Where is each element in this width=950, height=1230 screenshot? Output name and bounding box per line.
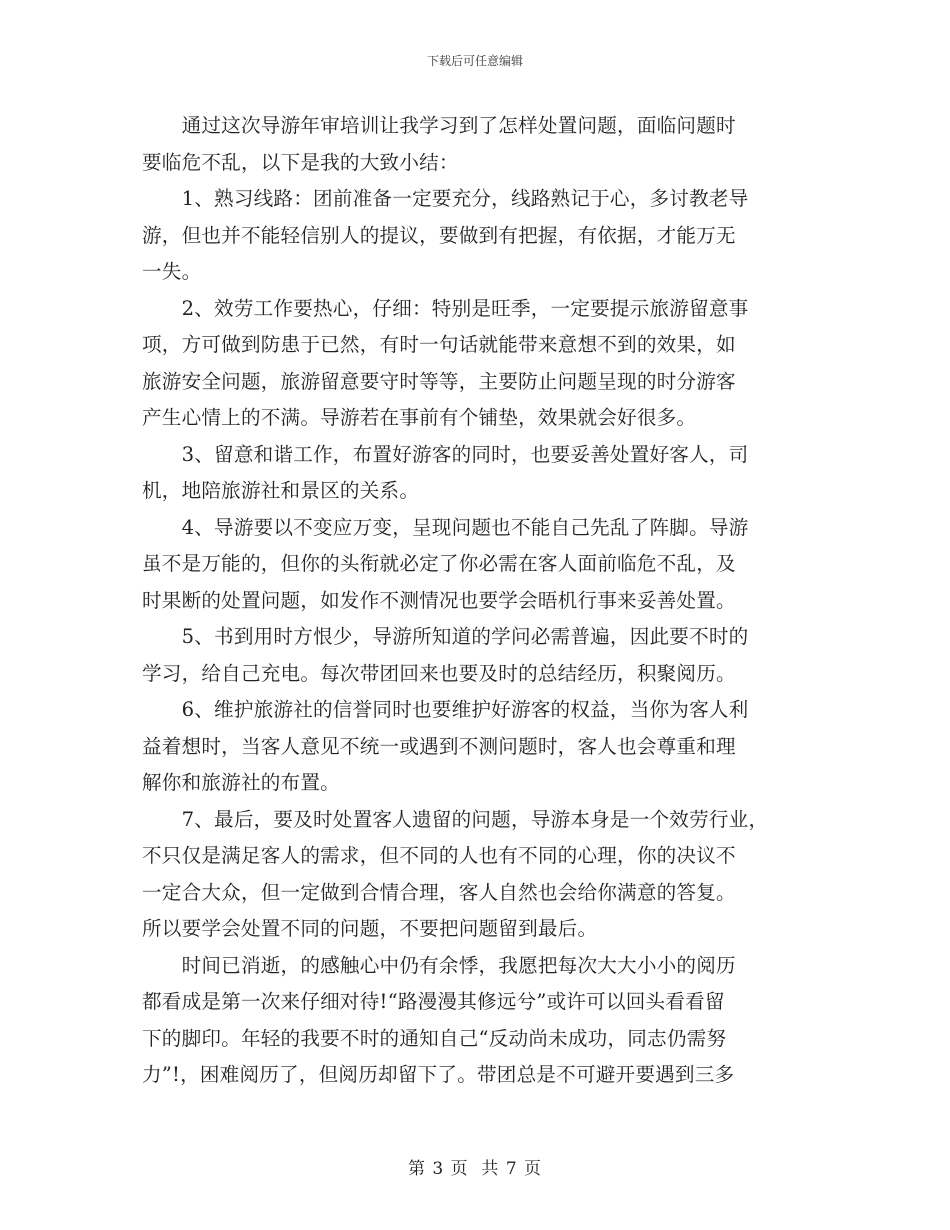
- paragraph: [142, 437, 828, 510]
- paragraph: [142, 619, 828, 692]
- paragraph: [142, 802, 828, 948]
- text-line: 4、导游要以不变应万变，呈现问题也不能自己先乱了阵脚。导游: [142, 515, 749, 539]
- text-line: 一定合大众，但一定做到合情合理，客人自然也会给你满意的答复。: [142, 880, 736, 904]
- text-line: 都看成是第一次来仔细对待!“路漫漫其修远兮”或许可以回头看看留: [142, 990, 725, 1013]
- footer-middle: 页 共: [450, 1159, 500, 1179]
- page-header: 下载后可任意编辑: [426, 54, 523, 68]
- text-line: 要临危不乱，以下是我的大致小结：: [142, 150, 459, 174]
- footer-total-pages: 7: [505, 1159, 518, 1179]
- text-line: 6、维护旅游社的信誉同时也要维护好游客的权益，当你为客人利: [142, 698, 749, 721]
- text-line: 虽不是万能的，但你的头衔就必定了你必需在客人面前临危不乱，及: [142, 552, 736, 575]
- text-line: 力”!，困难阅历了，但阅历却留下了。带团总是不可避开要遇到三多: [142, 1063, 735, 1086]
- text-line: 不只仅是满足客人的需求，但不同的人也有不同的心理，你的决议不: [142, 844, 736, 867]
- text-line: 解你和旅游社的布置。: [142, 771, 340, 794]
- paragraph: [142, 291, 828, 437]
- text-line: 1、熟习线路：团前准备一定要充分，线路熟记于心，多讨教老导: [142, 187, 749, 210]
- text-line: 通过这次导游年审培训让我学习到了怎样处置问题，面临问题时: [142, 114, 736, 137]
- footer-page-number: 3: [432, 1159, 445, 1179]
- text-line: 旅游安全问题，旅游留意要守时等等，主要防止问题呈现的时分游客: [142, 369, 736, 393]
- paragraph: [142, 181, 828, 291]
- paragraph: [142, 948, 828, 1094]
- document-body: [142, 108, 828, 1094]
- text-line: 7、最后，要及时处置客人遗留的问题，导游本身是一个效劳行业，: [142, 807, 769, 831]
- footer-suffix: 页: [524, 1159, 543, 1179]
- text-line: 下的脚印。年轻的我要不时的通知自己“反动尚未成功，同志仍需努: [142, 1026, 727, 1050]
- text-line: 项，方可做到防患于已然，有时一句话就能带来意想不到的效果，如: [142, 333, 736, 356]
- text-line: 时果断的处置问题，如发作不测情况也要学会晤机行事来妥善处置。: [142, 588, 736, 612]
- text-line: 2、效劳工作要热心，仔细：特别是旺季，一定要提示旅游留意事: [142, 296, 749, 320]
- text-line: 学习，给自己充电。每次带团回来也要及时的总结经历，积聚阅历。: [142, 661, 736, 685]
- footer-prefix: 第: [407, 1159, 426, 1179]
- text-line: 益着想时，当客人意见不统一或遇到不测问题时，客人也会尊重和理: [142, 734, 736, 758]
- text-line: 一失。: [142, 260, 202, 283]
- paragraph: [142, 108, 828, 181]
- text-line: 5、书到用时方恨少，导游所知道的学问必需普遍，因此要不时的: [142, 625, 749, 648]
- text-line: 所以要学会处置不同的问题，不要把问题留到最后。: [142, 917, 598, 940]
- paragraph: [142, 692, 828, 802]
- text-line: 游，但也并不能轻信别人的提议，要做到有把握，有依据，才能万无: [142, 223, 736, 247]
- text-line: 3、留意和谐工作，布置好游客的同时，也要妥善处置好客人，司: [142, 442, 749, 466]
- paragraph: [142, 510, 828, 620]
- text-line: 机，地陪旅游社和景区的关系。: [142, 479, 420, 502]
- page-footer: [0, 1154, 950, 1179]
- text-line: 时间已消逝，的感触心中仍有余悸，我愿把每次大大小小的阅历: [142, 953, 736, 977]
- text-line: 产生心情上的不满。导游若在事前有个铺垫，效果就会好很多。: [142, 406, 697, 429]
